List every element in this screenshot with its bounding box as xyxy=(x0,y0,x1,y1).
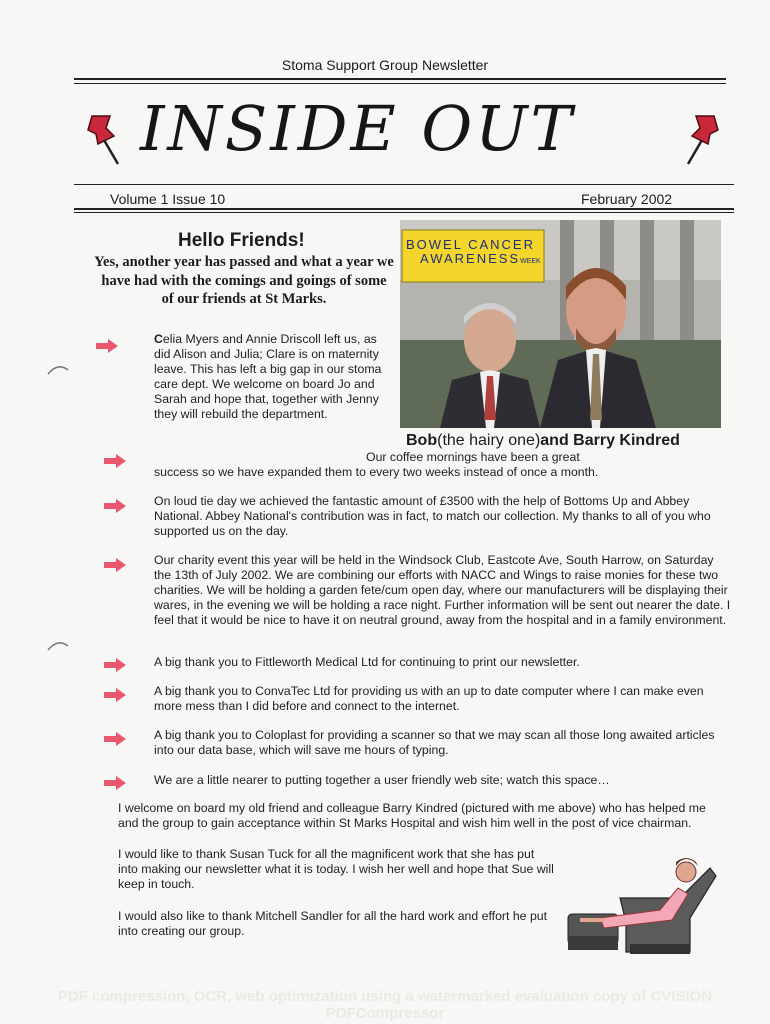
caption-barry: and Barry Kindred xyxy=(540,432,680,449)
closing-paragraph: I would also like to thank Mitchell Sandler for all the hard work and effort he put into creating our group. xyxy=(118,909,548,938)
arrow-bullet-icon xyxy=(96,339,118,353)
news-item xyxy=(154,332,390,422)
item-initial: C xyxy=(154,332,163,346)
issue-volume: Volume 1 Issue 10 xyxy=(110,191,226,207)
photo-caption xyxy=(406,432,680,450)
news-item: On loud tie day we achieved the fantastic amount of £3500 with the help of Bottoms Up and Abbey National. Abbey National's contribution was in fact, to match our collection. My thanks to all of you who supported us on the day. xyxy=(154,494,711,538)
binder-hole-mark xyxy=(46,362,70,376)
banner-line-1: BOWEL CANCER xyxy=(406,237,535,252)
item-text: Our coffee mornings have been a great success so we have expanded them to every two weeks instead of once a month. xyxy=(154,450,599,479)
newsletter-name: Stoma Support Group Newsletter xyxy=(281,57,489,73)
banner-line-2: AWARENESS xyxy=(420,251,521,266)
issue-rule-bottom-thin xyxy=(74,212,734,213)
masthead-title: INSIDE OUT xyxy=(140,92,575,165)
arrow-bullet-icon xyxy=(104,499,126,513)
arrow-bullet-icon xyxy=(104,658,126,672)
header-rule-top-thin xyxy=(74,83,726,84)
issue-rule-top xyxy=(74,184,734,185)
news-item: A big thank you to Fittleworth Medical Ltd for continuing to print our newsletter. xyxy=(154,655,580,669)
pushpin-icon xyxy=(676,110,722,166)
pushpin-icon xyxy=(84,110,130,166)
photo-bob-and-barry xyxy=(400,220,721,428)
arrow-bullet-icon xyxy=(104,688,126,702)
issue-rule-bottom xyxy=(74,208,734,210)
greeting-title: Hello Friends! xyxy=(178,230,305,251)
news-item xyxy=(154,450,614,480)
news-item: We are a little nearer to putting together a user friendly web site; watch this space… xyxy=(154,773,610,787)
news-item: Our charity event this year will be held in the Windsock Club, Eastcote Ave, South Harrow, on Saturday the 13th of July 2002. We are combining our efforts with NACC and Wings to raise monies for these two charities. We will be holding a garden fete/cum open day, where our manufacturers will be displaying their wares, in the evening we will be holding a race night. Further information will be sent out nearer the date. I feel that it would be nice to have it on neutral ground, away from the hospital and in a family environment. xyxy=(154,553,731,627)
caption-hairy: (the hairy one) xyxy=(437,432,541,449)
pdf-watermark: PDF compression, OCR, web optimization using a watermarked evaluation copy of CVISION PDFCompressor xyxy=(57,988,713,1022)
header-rule-top xyxy=(74,78,726,80)
issue-date: February 2002 xyxy=(581,191,673,207)
arrow-bullet-icon xyxy=(104,558,126,572)
armchair-relaxing-icon xyxy=(560,848,720,960)
caption-bob: Bob xyxy=(406,432,438,449)
arrow-bullet-icon xyxy=(104,732,126,746)
arrow-bullet-icon xyxy=(104,454,126,468)
banner-small: WEEK xyxy=(520,258,541,265)
news-item: A big thank you to Coloplast for providing a scanner so that we may scan all those long awaited articles into our data base, which will save me hours of typing. xyxy=(154,728,715,757)
news-item: A big thank you to ConvaTec Ltd for providing us with an up to date computer where I can make even more mess than I did before and connect to the internet. xyxy=(154,684,704,713)
closing-paragraph: I welcome on board my old friend and colleague Barry Kindred (pictured with me above) who has helped me and the group to gain acceptance within St Marks Hospital and wish him well in the post of vice chairman. xyxy=(118,801,706,830)
item-text: elia Myers and Annie Driscoll left us, as did Alison and Julia; Clare is on maternity leave. This has left a big gap in our stoma care dept. We welcome on board Jo and Sarah and hope that, together with Jenny they will rebuild the department. xyxy=(154,332,382,421)
greeting-intro: Yes, another year has passed and what a year we have had with the comings and goings of some of our friends at St Marks. xyxy=(94,254,394,307)
binder-hole-mark xyxy=(46,638,70,652)
closing-paragraph: I would like to thank Susan Tuck for all the magnificent work that she has put into making our newsletter what it is today. I wish her well and hope that Sue will keep in touch. xyxy=(118,847,554,891)
arrow-bullet-icon xyxy=(104,776,126,790)
